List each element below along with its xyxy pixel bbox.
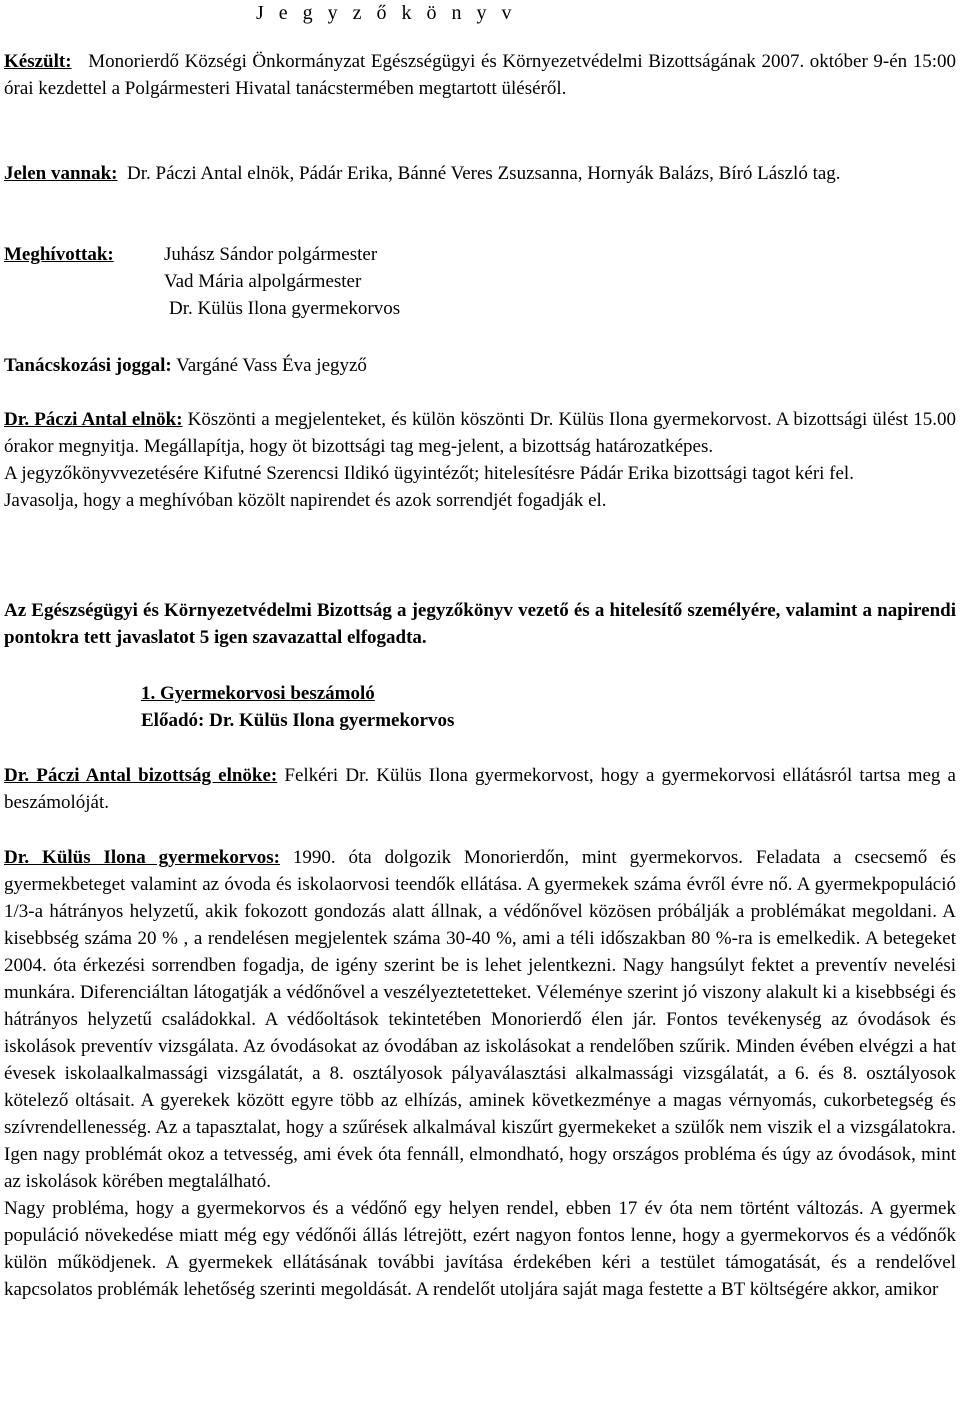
agenda-presenter: Előadó: Dr. Külüs Ilona gyermekorvos — [141, 710, 455, 731]
report-block — [4, 844, 956, 1303]
keszult-text: Monorierdő Községi Önkormányzat Egészségügyi és Környezetvédelmi Bizottságának 2007. október 9-én 15:00 órai kezdettel a Polgármesteri Hivatal tanácstermében megtartott üléséről. — [4, 51, 956, 99]
agenda-item-title: 1. Gyermekorvosi beszámoló — [141, 683, 375, 704]
request-block — [4, 762, 956, 816]
keszult-block — [4, 48, 956, 102]
meghivottak-list — [164, 241, 400, 322]
report-paragraph — [4, 844, 956, 1195]
secretary-paragraph: A jegyzőkönyvvezetésére Kifutné Szerencsi Ildikó ügyintézőt; hitelesítésre Pádár Erika bizottsági tagot kéri fel. — [4, 463, 854, 484]
jelen-label: Jelen vannak: — [4, 163, 118, 184]
tanacskozasi-label: Tanácskozási joggal: — [4, 355, 172, 376]
meghivott-item: Juhász Sándor polgármester — [164, 244, 378, 265]
meghivottak-label: Meghívottak: — [4, 244, 114, 265]
keszult-label: Készült: — [4, 51, 72, 72]
opening-text: Köszönti a megjelenteket, és külön köszönti Dr. Külüs Ilona gyermekorvost. A bizottsági ülést 15.00 órakor megnyitja. Megállapítja, hogy öt bizottsági tag meg-jelent, a bizottság határozatképes. — [4, 409, 957, 457]
speaker-label: Dr. Páczi Antal bizottság elnöke: — [4, 765, 278, 786]
opening-block — [4, 406, 956, 514]
report-paragraph-2: Nagy probléma, hogy a gyermekorvos és a védőnő egy helyen rendel, ebben 17 év óta nem történt változás. A gyermek populáció növekedése miatt még egy védőnői állás létrejött, ezért nagyon fontos lenne, hogy a gyermekorvos és a védőnők külön működjenek. A gyermekek ellátásának további javítása érdekében kéri a testület támogatását, és a rendelővel kapcsolatos problémák lehetőség szerinti megoldását. A rendelőt utoljára saját maga festette a BT költségére akkor, amikor — [4, 1198, 956, 1300]
agenda-block — [4, 680, 960, 734]
request-text: Felkéri Dr. Külüs Ilona gyermekorvost, hogy a gyermekorvosi ellátásról tartsa meg a beszámolóját. — [4, 765, 956, 813]
meghivott-item: Vad Mária alpolgármester — [164, 271, 362, 292]
speaker-label: Dr. Külüs Ilona gyermekorvos: — [4, 847, 280, 868]
tanacskozasi-text: Vargáné Vass Éva jegyző — [176, 355, 367, 376]
jelen-block — [4, 160, 956, 187]
agenda-proposal: Javasolja, hogy a meghívóban közölt napirendet és azok sorrendjét fogadják el. — [4, 490, 607, 511]
jelen-text: Dr. Páczi Antal elnök, Pádár Erika, Bánné Veres Zsuzsanna, Hornyák Balázs, Bíró László tag. — [127, 163, 841, 184]
speaker-label: Dr. Páczi Antal elnök: — [4, 409, 183, 430]
opening-paragraph — [4, 406, 956, 460]
tanacskozasi-block — [4, 352, 956, 379]
meghivott-item: Dr. Külüs Ilona gyermekorvos — [169, 298, 401, 319]
resolution-text: Az Egészségügyi és Környezetvédelmi Bizottság a jegyzőkönyv vezető és a hitelesítő személyére, valamint a napirendi pontokra tett javaslatot 5 igen szavazattal elfogadta. — [4, 600, 956, 648]
document-title: J e g y z ő k ö n y v — [256, 2, 517, 24]
meghivottak-block — [4, 241, 956, 322]
report-text: 1990. óta dolgozik Monorierdőn, mint gyermekorvos. Feladata a csecsemő és gyermekbeteget valamint az óvoda és iskolaorvosi teendők ellátása. A gyermekek száma évről évre nő. A gyermekpopuláció 1/3-a hátrányos helyzetű, akik fokozott gondozás alatt állnak, a védőnővel közösen próbálják a problémákat megoldani. A kisebbség száma 20 % , a rendelésen megjelentek száma 30-40 %, ami a téli időszakban 80 %-ra is emelkedik. A betegeket 2004. óta érkezési sorrendben fogadja, de igény szerint be is lehet jelentkezni. Nagy hangsúlyt fektet a preventív nevelési munkára. Diferenciáltan látogatják a védőnővel a veszélyeztetetteket. Véleménye szerint jó viszony alakult ki a kisebbségi és hátrányos helyzetű családokkal. A védőoltások tekintetében Monorierdő élen jár. Fontos tevékenység az óvodások és iskolások preventív vizsgálata. Az óvodásokat az óvodában az iskolásokat a rendelőben szűrik. Minden évében elvégzi a hat évesek iskolaalkalmassági vizsgálatát, a 8. osztályosok pályaválasztási alkalmassági vizsgálatát, a 6. és 8. osztályosok kötelező oltásait. A gyerekek között egyre több az elhízás, aminek következménye a magas vérnyomás, cukorbetegség és szívrendellenesség. Az a tapasztalat, hogy a szűrések alkalmával kiszűrt gyermekeket a szülők nem viszik el a vizsgálatokra. Igen nagy problémát okoz a tetvesség, ami évek óta fennáll, elmondható, hogy országos probléma és úgy az óvodások, mint az iskolások körében megtalálható. — [4, 847, 956, 1192]
